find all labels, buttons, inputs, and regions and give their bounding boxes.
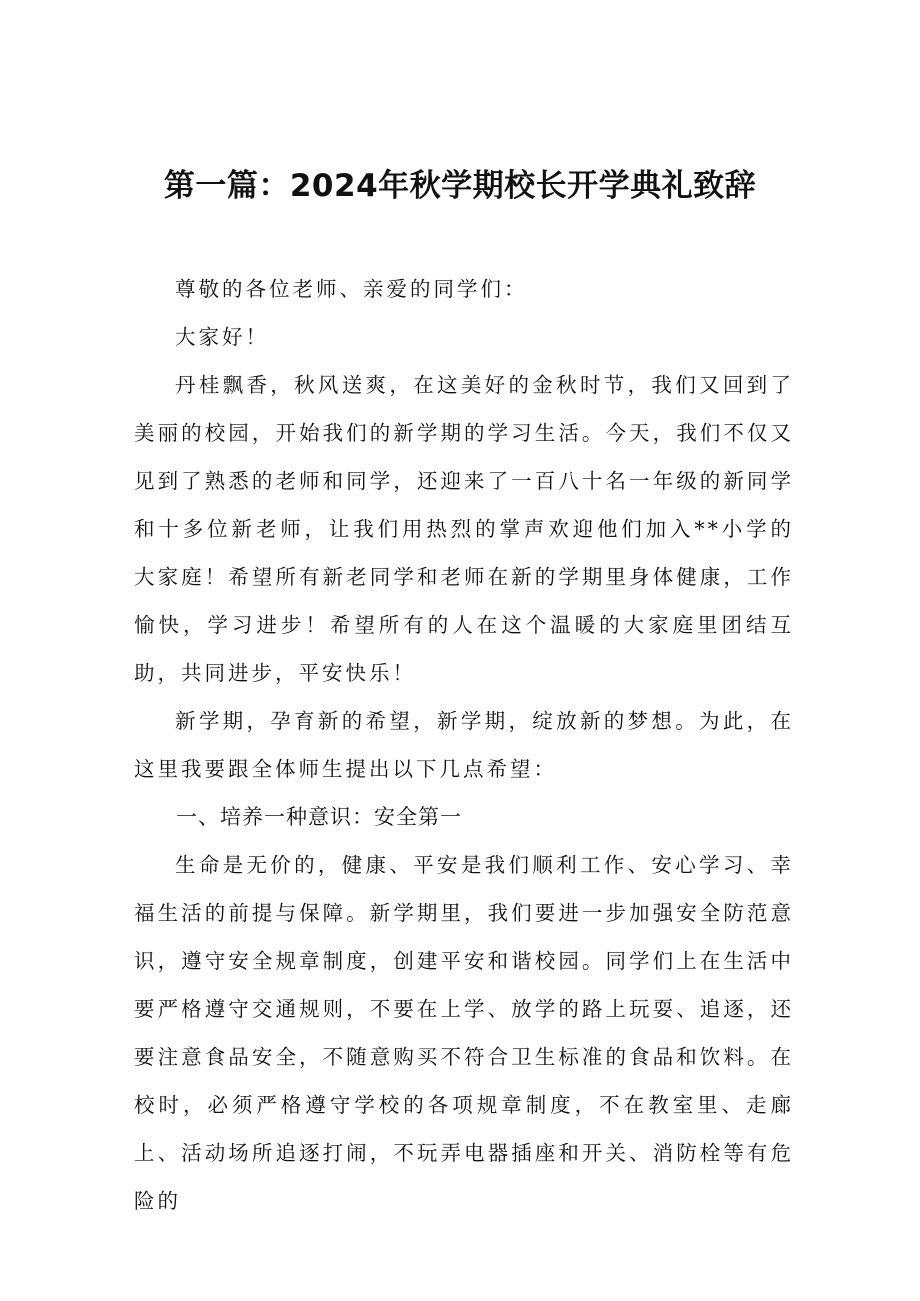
document-title: 第一篇：2024年秋学期校长开学典礼致辞 — [163, 168, 757, 204]
salutation-paragraph: 尊敬的各位老师、亲爱的同学们： — [175, 277, 528, 301]
greeting-paragraph: 大家好！ — [175, 325, 269, 349]
opening-paragraph: 丹桂飘香，秋风送爽，在这美好的金秋时节，我们又回到了美丽的校园，开始我们的新学期的学习生活。今天，我们不仅又见到了熟悉的老师和同学，还迎来了一百八十名一年级的新同学和十多位新老师，让我们用热烈的掌声欢迎他们加入**小学的大家庭！希望所有新老同学和老师在新的学期里身体健康，工作愉快，学习进步！希望所有的人在这个温暖的大家庭里团结互助，共同进步，平安快乐！ — [134, 373, 794, 685]
section-heading-safety: 一、培养一种意识：安全第一 — [176, 805, 462, 829]
hopes-intro-paragraph: 新学期，孕育新的希望，新学期，绽放新的梦想。为此，在这里我要跟全体师生提出以下几点希望： — [134, 709, 794, 781]
document-body — [134, 265, 794, 1225]
safety-paragraph: 生命是无价的，健康、平安是我们顺利工作、安心学习、幸福生活的前提与保障。新学期里，我们要进一步加强安全防范意识，遵守安全规章制度，创建平安和谐校园。同学们上在生活中要严格遵守交通规则，不要在上学、放学的路上玩耍、追逐，还要注意食品安全，不随意购买不符合卫生标准的食品和饮料。在校时，必须严格遵守学校的各项规章制度，不在教室里、走廊上、活动场所追逐打闹，不玩弄电器插座和开关、消防栓等有危险的 — [134, 853, 794, 1213]
